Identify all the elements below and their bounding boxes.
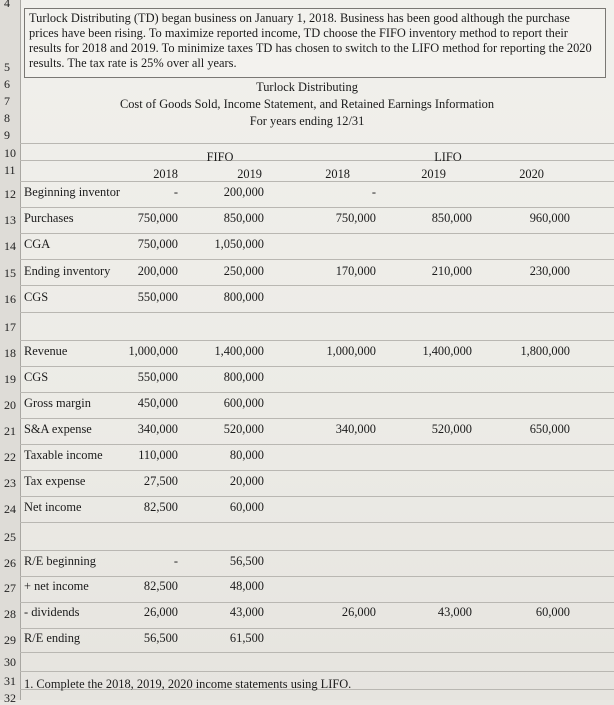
value-cell[interactable]: 750,000: [335, 211, 376, 225]
row-number[interactable]: 28: [4, 607, 16, 621]
fifo-header: FIFO: [206, 150, 234, 164]
row-number[interactable]: 26: [4, 556, 16, 570]
value-cell[interactable]: 1,800,000: [520, 344, 570, 358]
row-number[interactable]: 5: [4, 60, 10, 74]
report-period: For years ending 12/31: [249, 114, 365, 128]
value-cell[interactable]: 43,000: [229, 605, 264, 619]
gridline: [20, 576, 614, 577]
value-cell[interactable]: 850,000: [431, 211, 472, 225]
gridline: [20, 522, 614, 523]
gridline: [20, 652, 614, 653]
gridline: [20, 340, 614, 341]
value-cell[interactable]: 43,000: [437, 605, 472, 619]
gridline: [20, 671, 614, 672]
row-label[interactable]: CGS: [24, 370, 49, 384]
row-number[interactable]: 6: [4, 77, 10, 91]
gridline: [20, 444, 614, 445]
year-header: 2018: [153, 167, 178, 181]
row-number[interactable]: 21: [4, 424, 16, 438]
value-cell[interactable]: 80,000: [229, 448, 264, 462]
value-cell[interactable]: 800,000: [223, 290, 264, 304]
value-cell[interactable]: 230,000: [529, 264, 570, 278]
row-label[interactable]: Taxable income: [24, 448, 103, 462]
row-label[interactable]: Revenue: [24, 344, 68, 358]
value-cell[interactable]: 26,000: [143, 605, 178, 619]
value-cell[interactable]: -: [173, 185, 178, 199]
row-number[interactable]: 27: [4, 581, 16, 595]
value-cell[interactable]: 56,500: [143, 631, 178, 645]
row-number[interactable]: 22: [4, 450, 16, 464]
row-label[interactable]: S&A expense: [24, 422, 92, 436]
row-number[interactable]: 9: [4, 128, 10, 142]
value-cell[interactable]: 27,500: [143, 474, 178, 488]
gridline: [20, 496, 614, 497]
value-cell[interactable]: 170,000: [335, 264, 376, 278]
value-cell[interactable]: 800,000: [223, 370, 264, 384]
row-label[interactable]: Beginning inventor: [24, 185, 121, 199]
value-cell[interactable]: 550,000: [137, 370, 178, 384]
gridline: [20, 366, 614, 367]
value-cell[interactable]: 340,000: [335, 422, 376, 436]
row-number[interactable]: 29: [4, 633, 16, 647]
value-cell[interactable]: 850,000: [223, 211, 264, 225]
gridline: [20, 233, 614, 234]
row-number[interactable]: 10: [4, 146, 16, 160]
value-cell[interactable]: 650,000: [529, 422, 570, 436]
row-number[interactable]: 4: [4, 0, 10, 10]
year-header: 2019: [421, 167, 446, 181]
value-cell[interactable]: 1,400,000: [422, 344, 472, 358]
row-number[interactable]: 25: [4, 530, 16, 544]
value-cell[interactable]: 200,000: [223, 185, 264, 199]
gridline: [20, 602, 614, 603]
gridline: [20, 160, 614, 161]
row-label[interactable]: Ending inventory: [24, 264, 111, 278]
gridline: [20, 312, 614, 313]
company-name: Turlock Distributing: [256, 80, 358, 94]
value-cell[interactable]: 1,400,000: [214, 344, 264, 358]
row-label[interactable]: R/E beginning: [24, 554, 96, 568]
year-header: 2018: [325, 167, 350, 181]
gridline: [20, 285, 614, 286]
row-label[interactable]: + net income: [24, 579, 89, 593]
row-number[interactable]: 13: [4, 213, 16, 227]
value-cell[interactable]: 750,000: [137, 237, 178, 251]
row-number[interactable]: 30: [4, 655, 16, 669]
report-title: Cost of Goods Sold, Income Statement, and Retained Earnings Information: [119, 97, 495, 111]
value-cell[interactable]: 520,000: [431, 422, 472, 436]
row-label[interactable]: Gross margin: [24, 396, 91, 410]
value-cell[interactable]: 1,000,000: [326, 344, 376, 358]
value-cell[interactable]: 82,500: [143, 579, 178, 593]
row-number[interactable]: 20: [4, 398, 16, 412]
row-number[interactable]: 8: [4, 111, 10, 125]
gridline: [20, 418, 614, 419]
value-cell[interactable]: 600,000: [223, 396, 264, 410]
row-label[interactable]: Net income: [24, 500, 82, 514]
value-cell[interactable]: 61,500: [229, 631, 264, 645]
value-cell[interactable]: 250,000: [223, 264, 264, 278]
value-cell[interactable]: 1,000,000: [128, 344, 178, 358]
value-cell[interactable]: 82,500: [143, 500, 178, 514]
value-cell[interactable]: 750,000: [137, 211, 178, 225]
row-number[interactable]: 32: [4, 691, 16, 705]
value-cell[interactable]: 210,000: [431, 264, 472, 278]
gridline: [20, 550, 614, 551]
gridline: [20, 207, 614, 208]
row-label[interactable]: Purchases: [24, 211, 74, 225]
year-header: 2019: [237, 167, 262, 181]
value-cell[interactable]: 450,000: [137, 396, 178, 410]
row-label[interactable]: - dividends: [24, 605, 80, 619]
row-number[interactable]: 19: [4, 372, 16, 386]
row-number[interactable]: 16: [4, 292, 16, 306]
value-cell[interactable]: 1,050,000: [214, 237, 264, 251]
value-cell[interactable]: 340,000: [137, 422, 178, 436]
row-label[interactable]: CGA: [24, 237, 51, 251]
gridline: [20, 628, 614, 629]
row-number[interactable]: 15: [4, 266, 16, 280]
value-cell[interactable]: 60,000: [229, 500, 264, 514]
row-label[interactable]: CGS: [24, 290, 49, 304]
value-cell[interactable]: 200,000: [137, 264, 178, 278]
row-number[interactable]: 11: [4, 163, 16, 177]
instruction-text: 1. Complete the 2018, 2019, 2020 income statements using LIFO.: [24, 677, 352, 691]
value-cell[interactable]: 960,000: [529, 211, 570, 225]
value-cell[interactable]: -: [371, 185, 376, 199]
value-cell[interactable]: 550,000: [137, 290, 178, 304]
row-number[interactable]: 14: [4, 239, 16, 253]
gridline: [20, 259, 614, 260]
row-number[interactable]: 23: [4, 476, 16, 490]
value-cell[interactable]: -: [173, 554, 178, 568]
row-number[interactable]: 17: [4, 320, 16, 334]
value-cell[interactable]: 20,000: [229, 474, 264, 488]
gridline: [20, 143, 614, 144]
value-cell[interactable]: 48,000: [229, 579, 264, 593]
row-label[interactable]: Tax expense: [24, 474, 86, 488]
row-label[interactable]: R/E ending: [24, 631, 81, 645]
gridline: [20, 470, 614, 471]
value-cell[interactable]: 110,000: [138, 448, 178, 462]
year-header: 2020: [519, 167, 544, 181]
lifo-header: LIFO: [434, 150, 462, 164]
row-number[interactable]: 31: [4, 674, 16, 688]
problem-description: Turlock Distributing (TD) began business on January 1, 2018. Business has been good although the purchase prices have been rising. To maximize reported income, TD choose the FIFO inventory method to report their results for 2018 and 2019. To minimize taxes TD has chosen to switch to the LIFO method for reporting the 2020 results. The tax rate is 25% over all years.: [24, 8, 606, 78]
value-cell[interactable]: 56,500: [229, 554, 264, 568]
row-number[interactable]: 12: [4, 187, 16, 201]
value-cell[interactable]: 26,000: [341, 605, 376, 619]
value-cell[interactable]: 520,000: [223, 422, 264, 436]
row-number[interactable]: 18: [4, 346, 16, 360]
value-cell[interactable]: 60,000: [535, 605, 570, 619]
row-number[interactable]: 24: [4, 502, 16, 516]
gridline: [20, 392, 614, 393]
row-number[interactable]: 7: [4, 94, 10, 108]
